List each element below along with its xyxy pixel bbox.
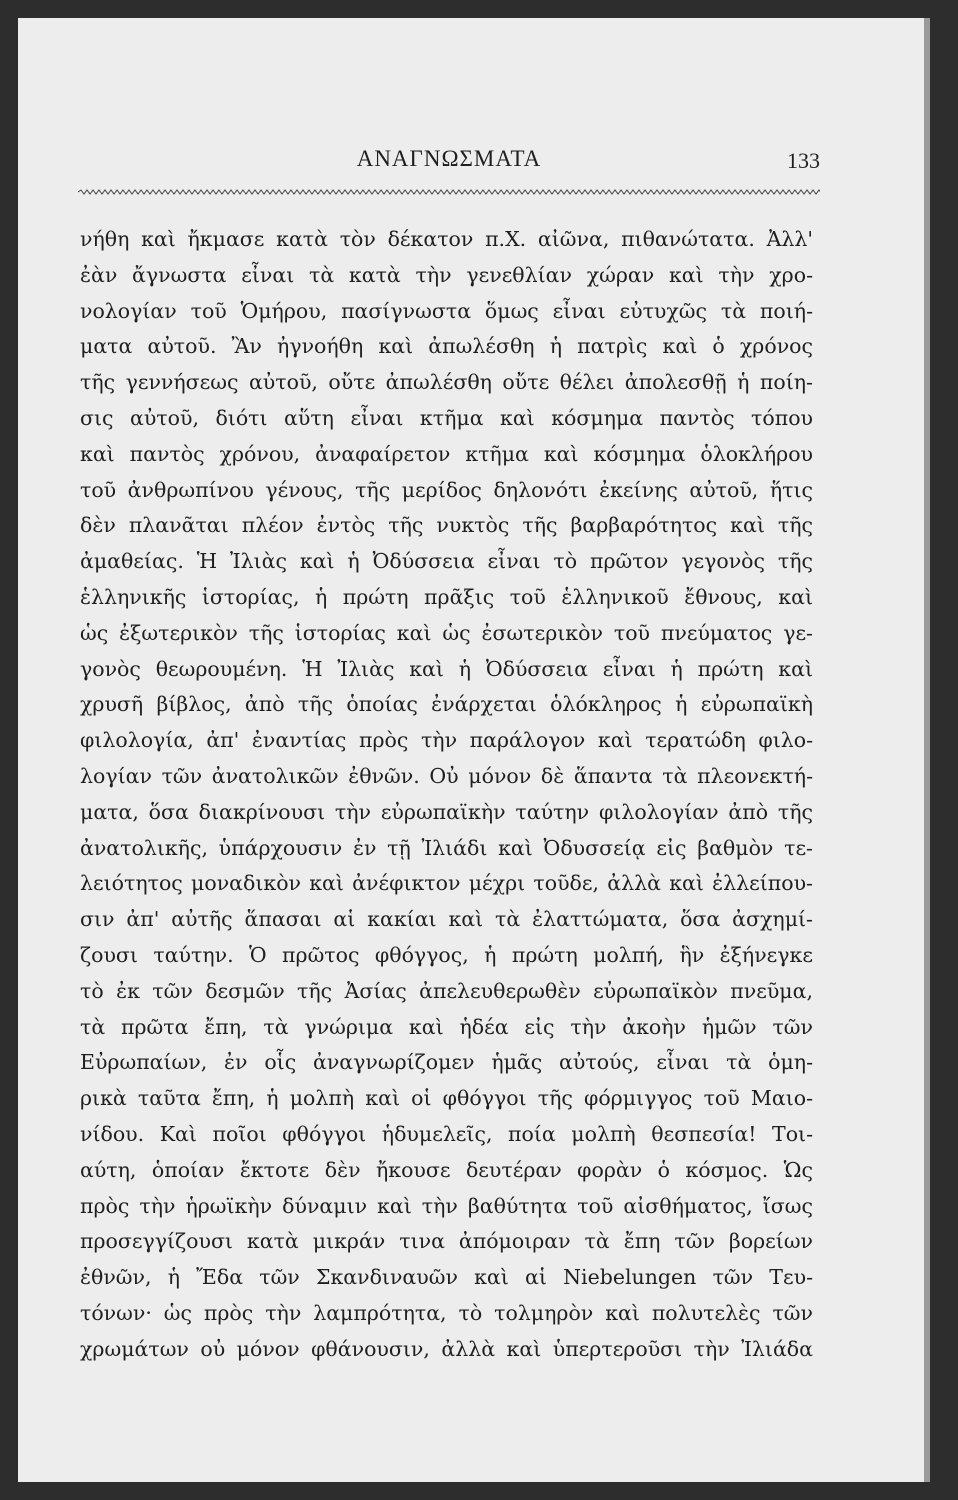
text-line: πρὸς τὴν ἡρωϊκὴν δύναμιν καὶ τὴν βαθύτητα τοῦ αἰσθήματος, ἴσως — [80, 1193, 813, 1218]
text-line: τοῦ ἀνθρωπίνου γένους, τῆς μερίδος δηλονότι ἐκείνης αὐτοῦ, ἥτις — [80, 477, 813, 502]
text-line: τὸ ἐκ τῶν δεσμῶν τῆς Ἀσίας ἀπελευθερωθὲν εὐρωπαϊκὸν πνεῦμα, — [80, 978, 813, 1003]
text-line: λειότητος μοναδικὸν καὶ ἀνέφικτον μέχρι τοῦδε, ἀλλὰ καὶ ἐλλείπου- — [80, 871, 813, 896]
text-line: τόνων· ὡς πρὸς τὴν λαμπρότητα, τὸ τολμηρὸν καὶ πολυτελὲς τῶν — [80, 1300, 813, 1325]
body-text — [80, 222, 813, 1368]
book-page — [18, 18, 930, 1482]
text-line: σις αὐτοῦ, διότι αὕτη εἶναι κτῆμα καὶ κόσμημα παντὸς τόπου — [80, 405, 813, 430]
text-line: καὶ παντὸς χρόνου, ἀναφαίρετον κτῆμα καὶ κόσμημα ὁλοκλήρου — [80, 441, 813, 466]
text-line: ματα, ὅσα διακρίνουσι τὴν εὐρωπαϊκὴν ταύτην φιλολογίαν ἀπὸ τῆς — [80, 799, 813, 824]
text-line: τὰ πρῶτα ἔπη, τὰ γνώριμα καὶ ἡδέα εἰς τὴν ἀκοὴν ἡμῶν τῶν — [80, 1014, 813, 1039]
text-line: προσεγγίζουσι κατὰ μικράν τινα ἀπόμοιραν τὰ ἔπη τῶν βορείων — [80, 1229, 813, 1254]
text-line: Εὐρωπαίων, ἐν οἷς ἀναγνωρίζομεν ἡμᾶς αὐτούς, εἶναι τὰ ὁμη- — [80, 1050, 813, 1075]
page-number: 133 — [787, 148, 820, 173]
text-line: ἐθνῶν, ἡ Ἔδα τῶν Σκανδιναυῶν καὶ αἱ Niebelungen τῶν Τευ- — [80, 1265, 813, 1290]
text-line: ἀνατολικῆς, ὑπάρχουσιν ἐν τῇ Ἰλιάδι καὶ Ὀδυσσείᾳ εἰς βαθμὸν τε- — [80, 835, 813, 860]
text-line: νίδου. Καὶ ποῖοι φθόγγοι ἡδυμελεῖς, ποία μολπὴ θεσπεσία! Τοι- — [80, 1121, 813, 1146]
text-line: ἑλληνικῆς ἱστορίας, ἡ πρώτη πρᾶξις τοῦ ἑλληνικοῦ ἔθνους, καὶ — [80, 584, 813, 609]
text-line: αύτη, ὁποίαν ἔκτοτε δὲν ἤκουσε δευτέραν φορὰν ὁ κόσμος. Ὡς — [80, 1157, 813, 1182]
text-line: σιν ἀπ' αὐτῆς ἅπασαι αἱ κακίαι καὶ τὰ ἐλαττώματα, ὅσα ἀσχημί- — [80, 907, 813, 932]
text-line: χρωμάτων οὐ μόνον φθάνουσιν, ἀλλὰ καὶ ὑπερτεροῦσι τὴν Ἰλιάδα — [80, 1336, 813, 1361]
text-line: ἀμαθείας. Ἡ Ἰλιὰς καὶ ἡ Ὀδύσσεια εἶναι τὸ πρῶτον γεγονὸς τῆς — [80, 549, 813, 574]
text-line: ρικὰ ταῦτα ἔπη, ἡ μολπὴ καὶ οἱ φθόγγοι τῆς φόρμιγγος τοῦ Μαιο- — [80, 1086, 813, 1111]
header-rule — [78, 189, 820, 195]
text-line: νήθη καὶ ἤκμασε κατὰ τὸν δέκατον π.Χ. αἰῶνα, πιθανώτατα. Ἀλλ' — [80, 227, 813, 251]
text-line: ὡς ἐξωτερικὸν τῆς ἱστορίας καὶ ὡς ἐσωτερικὸν τοῦ πνεύματος γε- — [80, 620, 813, 645]
text-line: δὲν πλανᾶται πλέον ἐντὸς τῆς νυκτὸς τῆς βαρβαρότητος καὶ τῆς — [80, 513, 813, 538]
text-line: φιλολογία, ἀπ' ἐναντίας πρὸς τὴν παράλογον καὶ τερατώδη φιλο- — [80, 728, 813, 753]
text-line: νολογίαν τοῦ Ὁμήρου, πασίγνωστα ὅμως εἶναι εὐτυχῶς τὰ ποιή- — [80, 298, 813, 323]
text-line: γονὸς θεωρουμένη. Ἡ Ἰλιὰς καὶ ἡ Ὀδύσσεια εἶναι ἡ πρώτη καὶ — [80, 656, 813, 681]
text-line: τῆς γεννήσεως αὐτοῦ, οὔτε ἀπωλέσθη οὔτε θέλει ἀπολεσθῇ ἡ ποίη- — [80, 370, 813, 395]
text-line: λογίαν τῶν ἀνατολικῶν ἐθνῶν. Οὐ μόνον δὲ ἅπαντα τὰ πλεονεκτή- — [80, 763, 813, 788]
running-title: ΑΝΑΓΝΩΣΜΑΤΑ — [356, 146, 542, 171]
text-line: ζουσι ταύτην. Ὁ πρῶτος φθόγγος, ἡ πρώτη μολπή, ἣν ἐξήνεγκε — [80, 942, 813, 967]
page-header — [78, 146, 820, 186]
text-line: ματα αὐτοῦ. Ἂν ἠγνοήθη καὶ ἀπωλέσθη ἡ πατρὶς καὶ ὁ χρόνος — [80, 334, 813, 359]
text-line: ἐὰν ἄγνωστα εἶναι τὰ κατὰ τὴν γενεθλίαν χώραν καὶ τὴν χρο- — [80, 262, 813, 287]
text-line: χρυσῆ βίβλος, ἀπὸ τῆς ὁποίας ἐνάρχεται ὁλόκληρος ἡ εὐρωπαϊκὴ — [80, 692, 813, 717]
